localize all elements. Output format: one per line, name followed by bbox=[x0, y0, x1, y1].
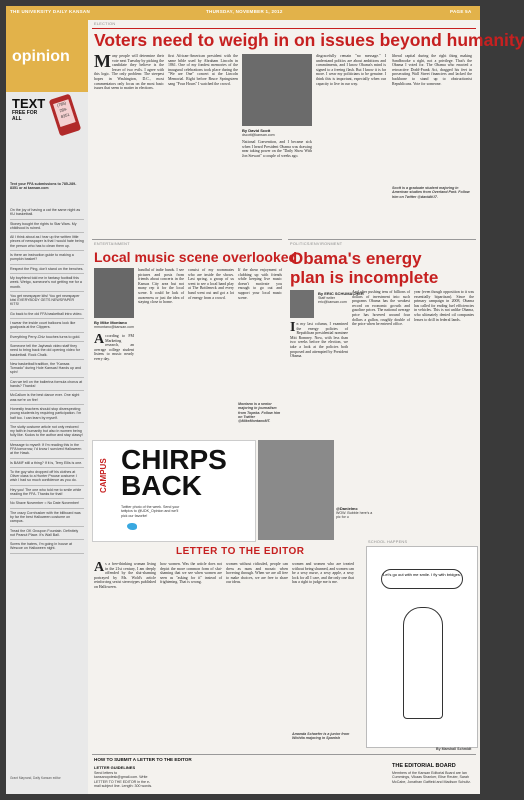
cartoon-credit: By Marshall Schmidt bbox=[436, 747, 472, 751]
energy-col-1: In my last column, I examined the energy policies of Republican presidential nominee Mitt Romney. Now, with less than two weeks before the election, we take a look at the policies both proposed and attempted by President Obama. bbox=[290, 320, 348, 359]
ffa-item: Can we tell on the ballerina formula chorus at hands? Thanks! bbox=[10, 378, 84, 392]
dog-photo bbox=[258, 440, 334, 540]
ffa-item: Go back to the old FFA basketball intro video. bbox=[10, 310, 84, 319]
ffa-item: Stoney bought the rights to Star Wars. My childhood is ruined. bbox=[10, 220, 84, 234]
editorial-board-text: Members of the Kansan Editorial Board are Ian Cummings, Vikaas Shanker, Elise Reuter, Sarah McCabe, Jonathan Gatfield and Madison Schultz. bbox=[392, 771, 471, 784]
section-title: opinion bbox=[12, 48, 70, 65]
ffa-item: Message to myself: If I'm reading this in the FFA tomorrow, I'd know I survived Halloween at the Hawk. bbox=[10, 441, 84, 459]
music-columnist-photo bbox=[94, 268, 134, 318]
ffa-item: All I think about as I tear up the written little pieces of newspaper is that I would hate being the person who has to clean them up. bbox=[10, 233, 84, 251]
ffa-item: The crazy Cornhusker with the billboard was by far the best Halloween costume on campus. bbox=[10, 509, 84, 527]
guidelines-text: Send letters to kansanopdesk@gmail.com. Write LETTER TO THE EDITOR in the e-mail subject line. Length: 300 words. bbox=[94, 771, 153, 788]
twitter-bird-icon bbox=[127, 523, 137, 530]
submit-letter-heading: HOW TO SUBMIT A LETTER TO THE EDITOR bbox=[94, 757, 192, 762]
cartoon-figure bbox=[403, 607, 443, 719]
byline-role: Staff writer bbox=[318, 296, 336, 300]
ffa-item: Screw the haters, I'm going in house at Wescoe on Halloween night. bbox=[10, 540, 84, 554]
chirps-title: CHIRPS BACK bbox=[121, 444, 227, 501]
election-col-1: Many people will determine their vote next Tuesday by picking the candidate they believe is the lesser of two evils. I agree with this logic. The only problem: The steepest hopes in Washington, D.C., most commentators only focus on the most basic issues that seem to matter in elections. bbox=[94, 51, 164, 91]
ffa-item: My boyfriend told me in fantasy football this week. Wetgo, someone's not getting me for a month. bbox=[10, 274, 84, 292]
letter-col-3: women without ridiculed, people can dress as nuns and mosaic when hovering through. When we are all free to make choices, we are free to share our ideas. bbox=[226, 562, 288, 585]
byline-name: By David Scott bbox=[242, 128, 271, 133]
byline-email: mmontano@kansan.com bbox=[94, 325, 135, 329]
twitter-handle: @Danielmc bbox=[336, 506, 358, 511]
music-col-2: handful of indie bands. I see pictures and posts from friends about concerts in the Kansas City area but not many rep it for the local scene. It could be lack of awareness or just the idea of staying close to home. bbox=[138, 268, 184, 305]
election-col-4: disgracefully remain "no message." I understand politics are about ambitions and commitments, and I know Obama's mind is signed to a freeing flash. But I know it is far more. I wear my politicians to be genuine. I think this is important, especially when our capacity to live in our way. bbox=[316, 54, 386, 86]
energy-rule bbox=[288, 239, 476, 240]
chirps-promo: Twitter photo of the week. Send your twitpics to @UDK_Opinion and we'll pick our favorite! bbox=[121, 505, 180, 518]
letter-guidelines-heading: LETTER GUIDELINES bbox=[94, 765, 136, 770]
ffa-item: Honestly teachers should stop disrespecting young students by requiring participation. I'm half too. I can learn by myself. bbox=[10, 405, 84, 423]
ffa-item: McCallum is the best dance ever. One sight was we're on fire! bbox=[10, 391, 84, 405]
letter-col-2: how women. Was the article does not depict the more common form of slut-shaming that we see when women are seen as "asking for it" instead of frightening. That is wrong. bbox=[160, 562, 222, 585]
music-rule bbox=[92, 239, 282, 240]
music-section-label: ENTERTAINMENT bbox=[94, 242, 130, 246]
cartoon-label: SCHOOL HAPPENS bbox=[368, 540, 408, 544]
ffa-item: Is BAMF still a thing? If it is, Terry Ellis is one. bbox=[10, 459, 84, 468]
newspaper-page bbox=[6, 6, 524, 794]
cartoon-panel bbox=[366, 546, 478, 748]
chirps-handle-block bbox=[336, 506, 376, 520]
ffa-item: On the joy of having a cat the same night as KU basketball. bbox=[10, 206, 84, 220]
campus-chirps-back bbox=[92, 440, 256, 542]
text-free-for-all-promo bbox=[10, 98, 84, 178]
music-col-1: According to FM Marketing research, an average college student listens to music nearly every day. bbox=[94, 332, 134, 361]
page-header-bar bbox=[6, 6, 480, 20]
energy-columnist-photo bbox=[290, 290, 314, 318]
election-headline: Voters need to weigh in on issues beyond humanity bbox=[94, 30, 524, 50]
election-col-5: liberal capital during the right thing making Sandbrooke a right, not a privilege. That's the Obama I voted for. The Obama who enacted a retroactive Dodd-Frank Act, dragged his feet in prosecuting Wall Street financiers and lacked the backbone to stand up to obstructionist Republicans. Vote for someone. bbox=[392, 54, 472, 86]
page-footer bbox=[92, 754, 476, 795]
energy-col-3: year (even though opposition to it was essentially bipartisan). Since the primary campaign in 2008, Obama has called for ending fuel efficiencies in vehicles. This is not unlike Obama, who ultimately denied oil companies leases to drill in federal lands. bbox=[414, 290, 474, 322]
byline-email: eric@kansan.com bbox=[318, 300, 347, 305]
chirps-campus-label: CAMPUS bbox=[99, 458, 108, 493]
opinion-section-box bbox=[6, 20, 88, 92]
letter-col-1: As a free-thinking woman living in the 21st century, I am deeply offended by the slut-shaming portrayed by Ms. Wold's article reinforcing sexist stereotypes published on Halloween. bbox=[94, 560, 156, 589]
headline-rule bbox=[92, 28, 476, 29]
cartoon-speech-bubble: Let's go out with me smile. I fly with bridges. bbox=[381, 569, 463, 589]
promo-title: TEXT bbox=[12, 96, 46, 111]
music-col-4: If the shear enjoyment of clubbing up with friends while keeping live music doesn't motivate you enough to go out and support your local music scene. bbox=[238, 268, 282, 300]
music-headline: Local music scene overlooked bbox=[94, 249, 298, 265]
ffa-item: Tread the OK Groupon Fountain. Definitely not Peanut Place. It's Wall Ball. bbox=[10, 527, 84, 541]
energy-headline-1: Obama's energy bbox=[290, 249, 422, 268]
ffa-item: You get newspaper kits! You get newspaper kits! EVERYBODY GETS NEWSPAPER KITS! bbox=[10, 292, 84, 310]
letter-headline: LETTER TO THE EDITOR bbox=[176, 546, 305, 557]
ffa-item: Is there an instruction guide to making a pumpkin basket? bbox=[10, 251, 84, 265]
ffa-item: Respect the Ping, don't stand on the benches. bbox=[10, 265, 84, 274]
music-byline bbox=[94, 320, 134, 329]
ffa-instructions: Text your FFA submissions to 785-289-8351 or at kansan.com bbox=[10, 182, 77, 191]
election-pull-quote: Scott is a graduate student majoring in American studies from Overland Park. Follow him on Twitter @davidkU7. bbox=[392, 186, 470, 199]
music-caption: Montano is a senior majoring in journalism from Topeka. Follow him on Twitter @MikeMontanoMT. bbox=[238, 402, 281, 424]
editorial-board-heading: THE EDITORIAL BOARD bbox=[392, 763, 456, 769]
ffa-list bbox=[10, 206, 84, 554]
columnist-photo bbox=[242, 54, 312, 126]
music-col-3: consist of my roommates who are inside the shows. Last spring, a group of us went to see a local band play at The Bottleneck and every band went out and got a lot of energy from a crowd. bbox=[188, 268, 234, 300]
energy-headline-2: plan is incomplete bbox=[290, 268, 439, 287]
letter-col-4: women and women who are treated without being shunned, and women can be a sexy nurse, a sexy apple, a sexy lock for all I care, and the only one that has a right to judge me is me. bbox=[292, 562, 354, 585]
page-number: PAGE 5A bbox=[450, 9, 472, 14]
election-col-2: first African-American president with the same bible used by Abraham Lincoln in 1861. One of my fondest memories of the inaugural celebrations took place during the "We are One" concert at the Lincoln Memorial. Right before Bruce Springsteen sang "Four Hours" I watched the crowd. bbox=[168, 54, 238, 86]
election-section-label: ELECTION bbox=[94, 22, 116, 26]
ffa-item: Everything Perry-Chiz touches turns to gold. bbox=[10, 333, 84, 342]
ffa-footer: Grant Mayrand, Daily Kansan editor bbox=[10, 776, 61, 780]
phone-number: (785) 289-8351 bbox=[53, 99, 76, 127]
ffa-item: New basketball tradition, the "Kansas Tornado" during Hole Kansas! Hands up and spin! bbox=[10, 360, 84, 378]
issue-date: THURSDAY, NOVEMBER 1, 2012 bbox=[206, 9, 283, 14]
ffa-item: No Shave November = No Date November! bbox=[10, 499, 84, 508]
energy-section-label: POLITICS/ENVIRONMENT bbox=[290, 242, 343, 246]
election-col-3: National Convention, and I became sick when I heard President Obama was drawing near taking power on the "Daily Show With Jon Stewart" a couple of weeks ago. bbox=[242, 140, 312, 158]
byline-email: dscott@kansan.com bbox=[242, 133, 275, 137]
energy-col-2: And after pushing tens of billions of dollars of investment into such programs Obama has the weakest record on economic growth and gasoline prices. The national average price has hovered around four dollars a gallon, roughly double of the price when he entered office. bbox=[352, 290, 410, 327]
election-byline bbox=[242, 128, 312, 137]
handle-note: WOW. Bubble here's a pic for u bbox=[336, 511, 373, 520]
ffa-item: I swear the inside court balloons look like goalposts at the Clippers. bbox=[10, 319, 84, 333]
paper-name: THE UNIVERSITY DAILY KANSAN bbox=[10, 9, 91, 14]
ffa-item: Hey you! The one who told me to smile while reading the FFA. Thanks for that! bbox=[10, 486, 84, 500]
ffa-item: To the guy who dropped off his clothes at Oliver class to a Hunter Prouse costume: I wish I had so much confidence as you do. bbox=[10, 468, 84, 486]
letter-signature: Amanda Schaefer is a junior from Wichita majoring in Spanish bbox=[292, 732, 350, 741]
ffa-item: Someone tell the Jayhawk video staff they need to bring back the old opening video for basketball. Rock Chalk. bbox=[10, 342, 84, 360]
promo-subtitle: FREE FOR ALL bbox=[12, 110, 38, 122]
byline-name: By ERIC SCHUMACHER bbox=[318, 291, 364, 296]
ffa-item: The slutty costume article not only restored my faith in humanity but also in women being fully like. Kudos to the author and stay classy! bbox=[10, 423, 84, 441]
byline-name: By Mike Montano bbox=[94, 320, 127, 325]
